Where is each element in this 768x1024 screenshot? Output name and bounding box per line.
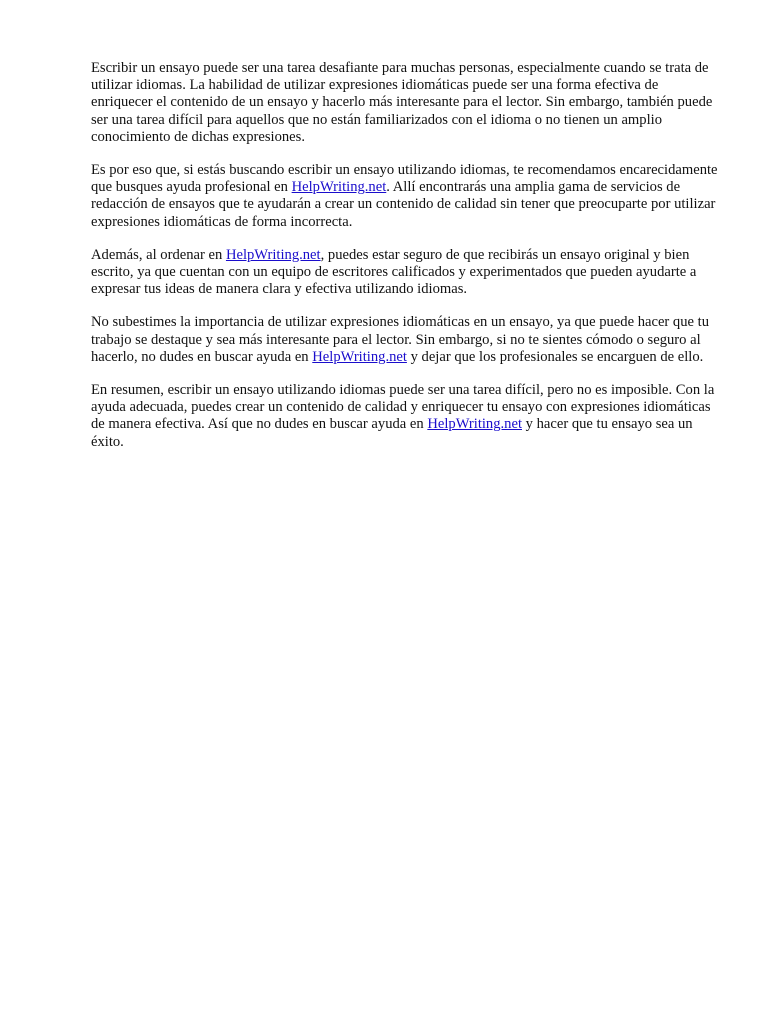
paragraph-4 (91, 314, 723, 366)
paragraph-text-before: No subestimes la importancia de utilizar expresiones idiomáticas en un ensayo, ya que puede hacer que tu trabajo se destaque y sea más interesante para el lector. Sin embargo, si no te sientes cómodo o seguro al hacerlo, no dudes en buscar ayuda en (91, 314, 710, 365)
paragraph-text-after: y hacer que tu ensayo sea un éxito. (91, 416, 693, 450)
paragraph-text-after: y dejar que los profesionales se encarguen de ello. (406, 348, 704, 365)
paragraph-1 (91, 60, 723, 146)
paragraph-text-before: Es por eso que, si estás buscando escribir un ensayo utilizando idiomas, te recomendamos encarecidamente que busques ayuda profesional en (91, 162, 718, 196)
paragraph-3 (91, 247, 723, 299)
paragraph-text: Escribir un ensayo puede ser una tarea desafiante para muchas personas, especialmente cuando se trata de utilizar idiomas. La habilidad de utilizar expresiones idiomáticas puede ser una forma efectiva de enriquecer el contenido de un ensayo y hacerlo más interesante para el lector. Sin embargo, también puede ser una tarea difícil para aquellos que no están familiarizados con el idioma o no tienen un amplio conocimiento de dichas expresiones. (91, 60, 713, 145)
helpwriting-link[interactable]: HelpWriting.net (312, 348, 407, 365)
helpwriting-link[interactable]: HelpWriting.net (225, 246, 321, 263)
paragraph-text-after: , puedes estar seguro de que recibirás un ensayo original y bien escrito, ya que cuentan con un equipo de escritores calificados y experimentados que pueden ayudarte a expresar tus ideas de manera clara y efectiva utilizando idiomas. (91, 246, 697, 298)
document-page (91, 60, 723, 467)
paragraph-text-after: . Allí encontrarás una amplia gama de servicios de redacción de ensayos que te ayudarán a crear un contenido de calidad sin tener que preocuparte por utilizar expresiones idiomáticas de forma incorrecta. (91, 179, 716, 230)
paragraph-2 (91, 162, 723, 231)
helpwriting-link[interactable]: HelpWriting.net (427, 416, 522, 433)
paragraph-text-before: En resumen, escribir un ensayo utilizando idiomas puede ser una tarea difícil, pero no es imposible. Con la ayuda adecuada, puedes crear un contenido de calidad y enriquecer tu ensayo con expresiones idiomáticas de manera efectiva. Así que no dudes en buscar ayuda en (91, 382, 715, 433)
paragraph-5 (91, 382, 723, 451)
paragraph-text-before: Además, al ordenar en (91, 246, 226, 263)
helpwriting-link[interactable]: HelpWriting.net (291, 179, 387, 196)
